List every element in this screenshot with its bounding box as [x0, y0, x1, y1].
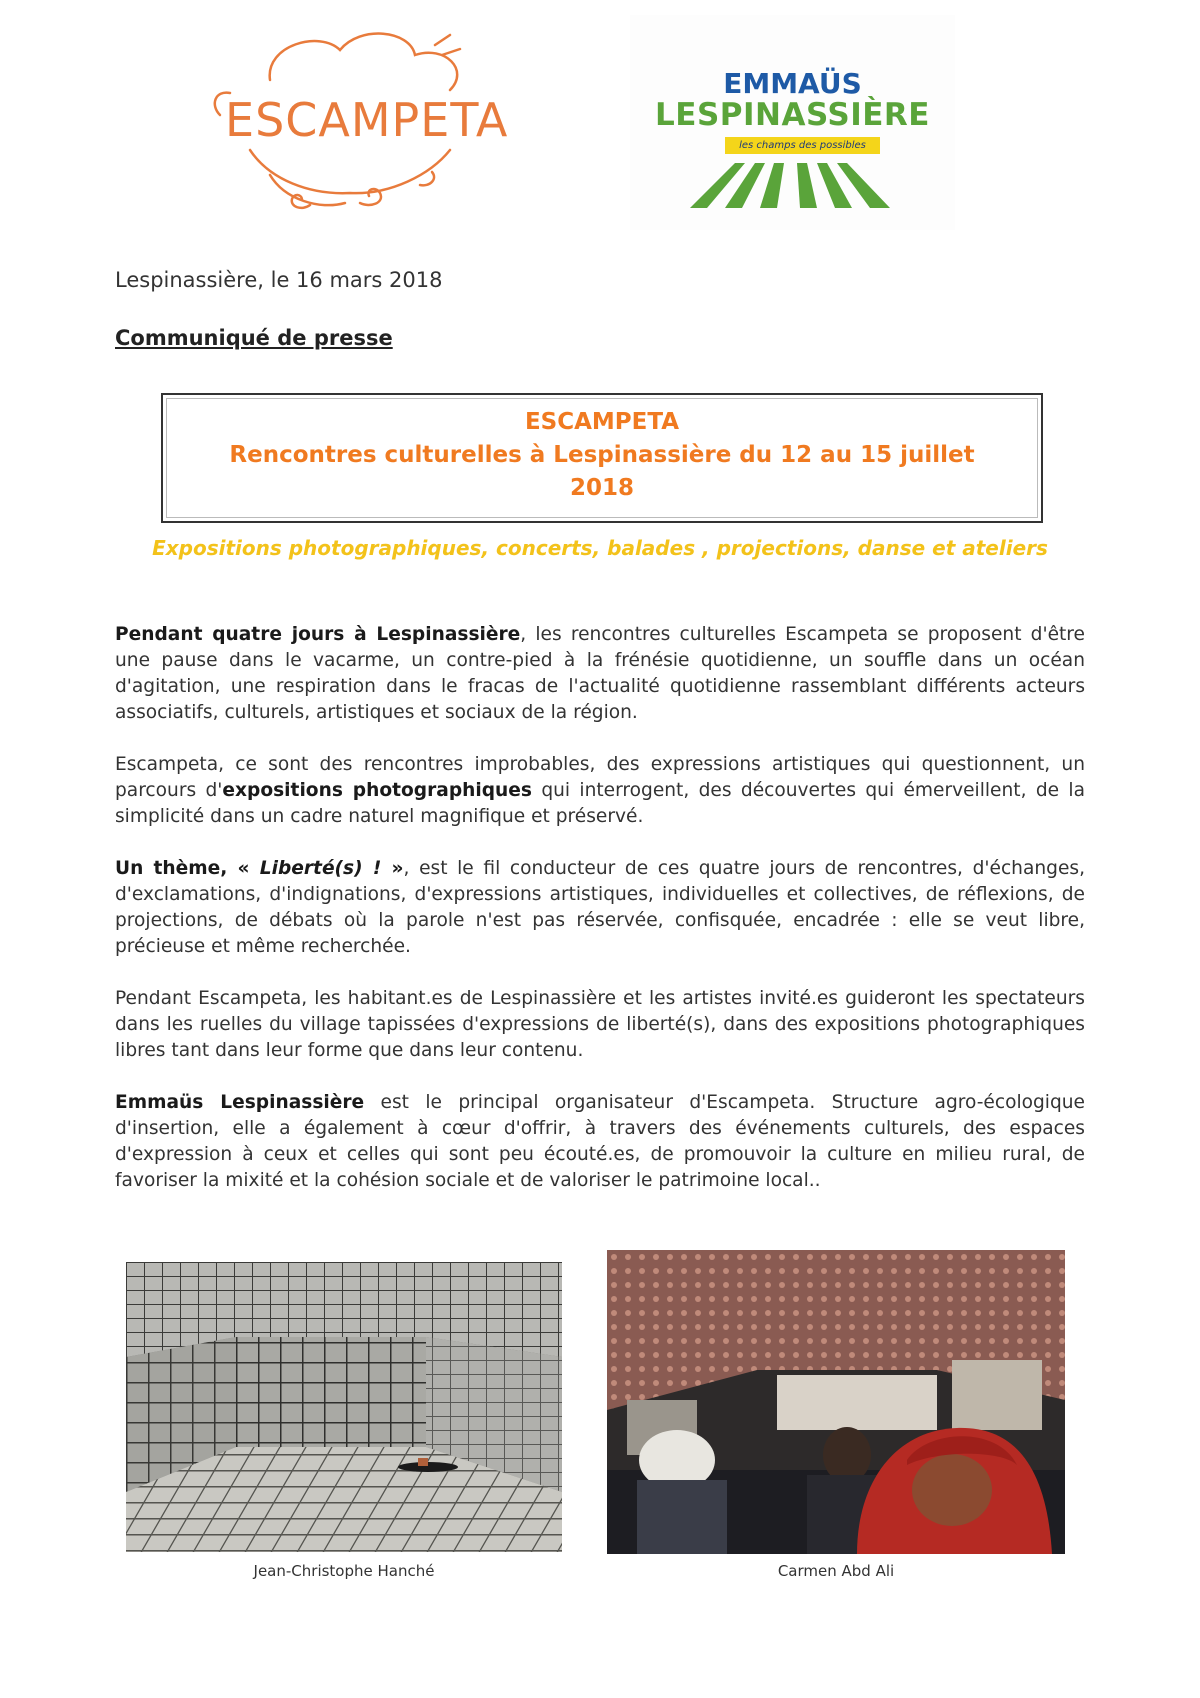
event-subtitle: Expositions photographiques, concerts, balades , projections, danse et ateliers	[152, 536, 1048, 560]
paragraph-5-text: est le principal organisateur d'Escampeta. Structure agro-écologique d'insertion, elle a également à cœur d'offrir, à travers des événements culturels, des espaces d'expression à ceux et celles qui sont peu écouté.es, de promouvoir la culture en milieu rural, de favoriser la mixité et la cohésion sociale et de valoriser le patrimoine local..	[115, 1092, 1085, 1191]
paragraph-3-bold-end: »	[381, 858, 404, 879]
field-rows-icon	[685, 163, 900, 208]
paragraph-1-text: , les rencontres culturelles Escampeta se proposent d'être une pause dans le vacarme, un contre-pied à la frénésie quotidienne, un souffle dans un océan d'agitation, une respiration dans le fracas de l'actualité quotidienne rassemblant différents acteurs associatifs, culturels, artistiques et sociaux de la région.	[115, 624, 1085, 723]
headline-line-2: Rencontres culturelles à Lespinassière du 12 au 15 juillet	[229, 442, 975, 468]
headline-line-3: 2018	[569, 475, 634, 501]
paragraph-4	[115, 986, 1085, 1064]
emmaus-logo-top-text: EMMAÜS	[723, 67, 862, 100]
paragraph-2-text: qui interrogent, des découvertes qui émerveillent, de la simplicité dans un cadre naturel magnifique et préservé.	[115, 780, 1085, 827]
emmaus-logo	[630, 15, 955, 230]
paragraph-4-text: Pendant Escampeta, les habitant.es de Lespinassière et les artistes invité.es guideront les spectateurs dans les ruelles du village tapissées d'expressions de liberté(s), dans des expositions photographiques libres tant dans leur forme que dans leur contenu.	[115, 988, 1085, 1061]
emmaus-logo-tagline: les champs des possibles	[725, 137, 880, 154]
paragraph-1-bold: Pendant quatre jours à Lespinassière	[115, 624, 521, 645]
paragraph-3-text: , est le fil conducteur de ces quatre jours de rencontres, d'échanges, d'exclamations, d'indignations, d'expressions artistiques, individuelles et collectives, de réflexions, de projections, de débats où la parole n'est pas réservée, confisquée, encadrée : elle se veut libre, précieuse et même recherchée.	[115, 858, 1085, 957]
paragraph-2-start: Escampeta, ce sont des rencontres improbables, des expressions artistiques qui questionnent, un parcours d'	[115, 754, 1085, 801]
paragraph-3-bold-start: Un thème, «	[115, 858, 260, 879]
escampeta-logo-text: ESCAMPETA	[225, 93, 509, 147]
paragraph-3-bold-italic: Liberté(s) !	[259, 858, 382, 879]
escampeta-logo	[210, 25, 509, 215]
headline-line-1: ESCAMPETA	[524, 409, 680, 435]
headline-box	[161, 393, 1043, 523]
paragraph-1	[115, 622, 1085, 726]
paragraph-5-bold: Emmaüs Lespinassière	[115, 1092, 365, 1113]
photo-caption-2: Carmen Abd Ali	[777, 1562, 895, 1580]
paragraph-2	[115, 752, 1085, 830]
press-release-title: Communiqué de presse	[115, 326, 393, 350]
emmaus-logo-middle-text: LESPINASSIÈRE	[655, 97, 930, 133]
paragraph-3	[115, 856, 1085, 960]
photo-jean-christophe-hanche	[126, 1262, 562, 1552]
photo-carmen-abd-ali	[607, 1250, 1065, 1554]
date-line: Lespinassière, le 16 mars 2018	[115, 268, 443, 292]
paragraph-5	[115, 1090, 1085, 1194]
photo-caption-1: Jean-Christophe Hanché	[253, 1562, 435, 1580]
paragraph-2-bold: expositions photographiques	[222, 780, 532, 801]
